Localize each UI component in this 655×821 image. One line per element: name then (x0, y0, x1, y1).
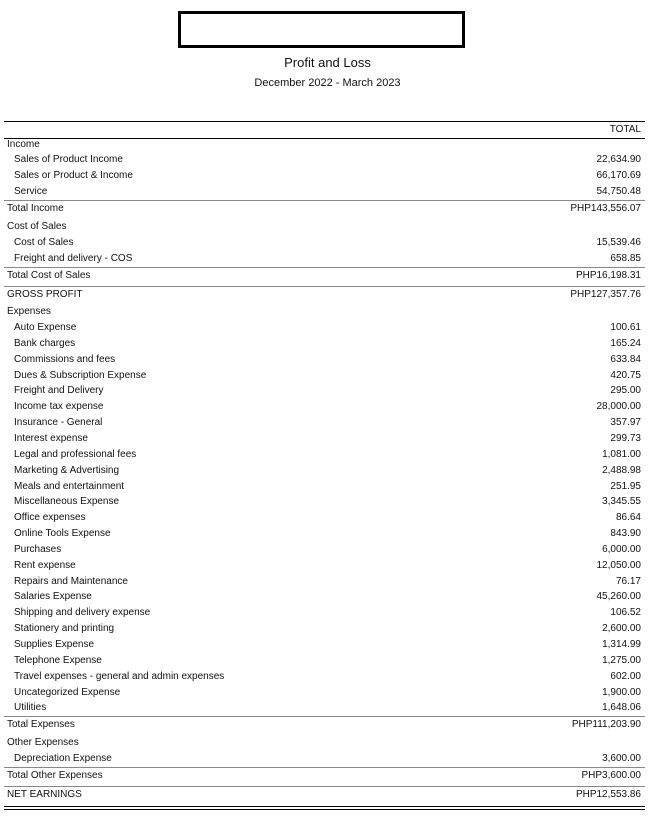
expense-row-label: Rent expense (14, 559, 76, 571)
income-row-value: 54,750.48 (596, 185, 641, 197)
redacted-company-name-box (178, 11, 465, 48)
cost-of-sales-row-value: 658.85 (610, 252, 641, 264)
expense-row-label: Bank charges (14, 337, 76, 349)
total-other-expenses-row (4, 767, 645, 782)
expense-row-value: 633.84 (610, 353, 641, 365)
total-income-row-value: PHP143,556.07 (570, 203, 641, 214)
expense-row-label: Supplies Expense (14, 639, 95, 650)
expense-row-label: Stationery and printing (14, 623, 115, 635)
cost-of-sales-row-label: Freight and delivery - COS (14, 252, 133, 264)
net-earnings-row-label: NET EARNINGS (7, 789, 82, 800)
income-row-label: Sales or Product & Income (14, 169, 133, 181)
expense-row-value: 295.00 (610, 385, 641, 397)
expense-row-value: 602.00 (610, 670, 641, 682)
expense-row-label: Purchases (14, 543, 62, 555)
expense-row-value: 12,050.00 (596, 559, 641, 571)
expense-row-label: Interest expense (14, 432, 88, 444)
cost-of-sales-row-label: Cost of Sales (14, 237, 74, 248)
expense-row-label: Shipping and delivery expense (14, 607, 151, 619)
income-row-value: 66,170.69 (596, 169, 641, 181)
expense-row-label: Commissions and fees (14, 353, 116, 365)
expense-row-label: Legal and professional fees (14, 448, 137, 460)
total-cost-of-sales-row-value: PHP16,198.31 (575, 270, 641, 281)
expense-row-value: 1,081.00 (602, 448, 641, 460)
expense-row-value: 843.90 (610, 528, 641, 540)
expense-row-label: Miscellaneous Expense (14, 496, 120, 508)
other-expense-row-label: Depreciation Expense (14, 753, 112, 764)
expense-row-value: 3,345.55 (602, 496, 641, 508)
expense-row-value: 1,314.99 (602, 639, 641, 650)
expense-row-value: 165.24 (610, 337, 641, 349)
expense-row-value: 420.75 (610, 369, 641, 381)
report-title: Profit and Loss (284, 55, 371, 70)
expense-row-value: 45,260.00 (596, 591, 641, 603)
expense-row-label: Online Tools Expense (14, 528, 111, 540)
cost-of-sales-heading-label: Cost of Sales (7, 221, 67, 232)
gross-profit-row (4, 286, 645, 301)
total-cost-of-sales-row-label: Total Cost of Sales (7, 270, 91, 281)
expense-row-label: Travel expenses - general and admin expenses (14, 670, 225, 682)
expense-row-value: 2,600.00 (602, 623, 641, 635)
expense-row-label: Office expenses (14, 512, 86, 524)
total-expenses-row (4, 716, 645, 731)
expense-row-value: 1,900.00 (602, 686, 641, 698)
other-expense-row-value: 3,600.00 (602, 753, 641, 764)
expense-row-label: Salaries Expense (14, 591, 92, 603)
expense-row-value: 357.97 (610, 417, 641, 429)
expense-row-value: 251.95 (610, 480, 641, 492)
expense-row-value: 86.64 (615, 512, 641, 524)
income-row-label: Service (14, 185, 48, 197)
net-earnings-row (4, 786, 645, 801)
expense-row-value: 76.17 (615, 575, 641, 587)
expense-row-label: Auto Expense (14, 322, 77, 333)
expense-row-label: Repairs and Maintenance (14, 575, 128, 587)
income-row-label: Sales of Product Income (14, 154, 123, 165)
gross-profit-row-label: GROSS PROFIT (7, 289, 83, 300)
expense-row-value: 299.73 (610, 432, 641, 444)
net-earnings-row-value: PHP12,553.86 (575, 789, 641, 800)
expense-row-value: 2,488.98 (602, 464, 641, 476)
other-expenses-heading-label: Other Expenses (7, 737, 79, 748)
expense-row-label: Utilities (14, 702, 47, 714)
expense-row-label: Marketing & Advertising (14, 464, 120, 476)
expense-row-value: 1,648.06 (602, 702, 641, 714)
expense-row-value: 1,275.00 (602, 654, 641, 666)
total-income-row (4, 200, 645, 215)
expense-row-label: Uncategorized Expense (14, 686, 121, 698)
gross-profit-row-value: PHP127,357.76 (570, 289, 641, 300)
expense-row-label: Dues & Subscription Expense (14, 369, 147, 381)
income-row-value: 22,634.90 (596, 154, 641, 165)
expense-row-value: 28,000.00 (596, 401, 641, 413)
income-heading-label: Income (7, 139, 40, 150)
expense-row-label: Telephone Expense (14, 654, 102, 666)
total-other-expenses-row-value: PHP3,600.00 (581, 770, 641, 781)
expenses-heading-label: Expenses (7, 306, 51, 317)
column-header-row (4, 121, 645, 139)
total-income-row-label: Total Income (7, 203, 64, 214)
cost-of-sales-row-value: 15,539.46 (596, 237, 641, 248)
expense-row-label: Freight and Delivery (14, 385, 104, 397)
expense-row-value: 6,000.00 (602, 543, 641, 555)
expense-row-label: Meals and entertainment (14, 480, 125, 492)
column-header-total: TOTAL (609, 124, 641, 135)
total-expenses-row-label: Total Expenses (7, 719, 75, 730)
expense-row-value: 100.61 (610, 322, 641, 333)
double-underline (4, 806, 645, 810)
expense-row-label: Insurance - General (14, 417, 103, 429)
total-other-expenses-row-label: Total Other Expenses (7, 770, 103, 781)
expense-row-value: 106.52 (610, 607, 641, 619)
expense-row-label: Income tax expense (14, 401, 104, 413)
report-period: December 2022 - March 2023 (254, 77, 401, 89)
total-cost-of-sales-row (4, 267, 645, 282)
total-expenses-row-value: PHP111,203.90 (571, 719, 641, 730)
